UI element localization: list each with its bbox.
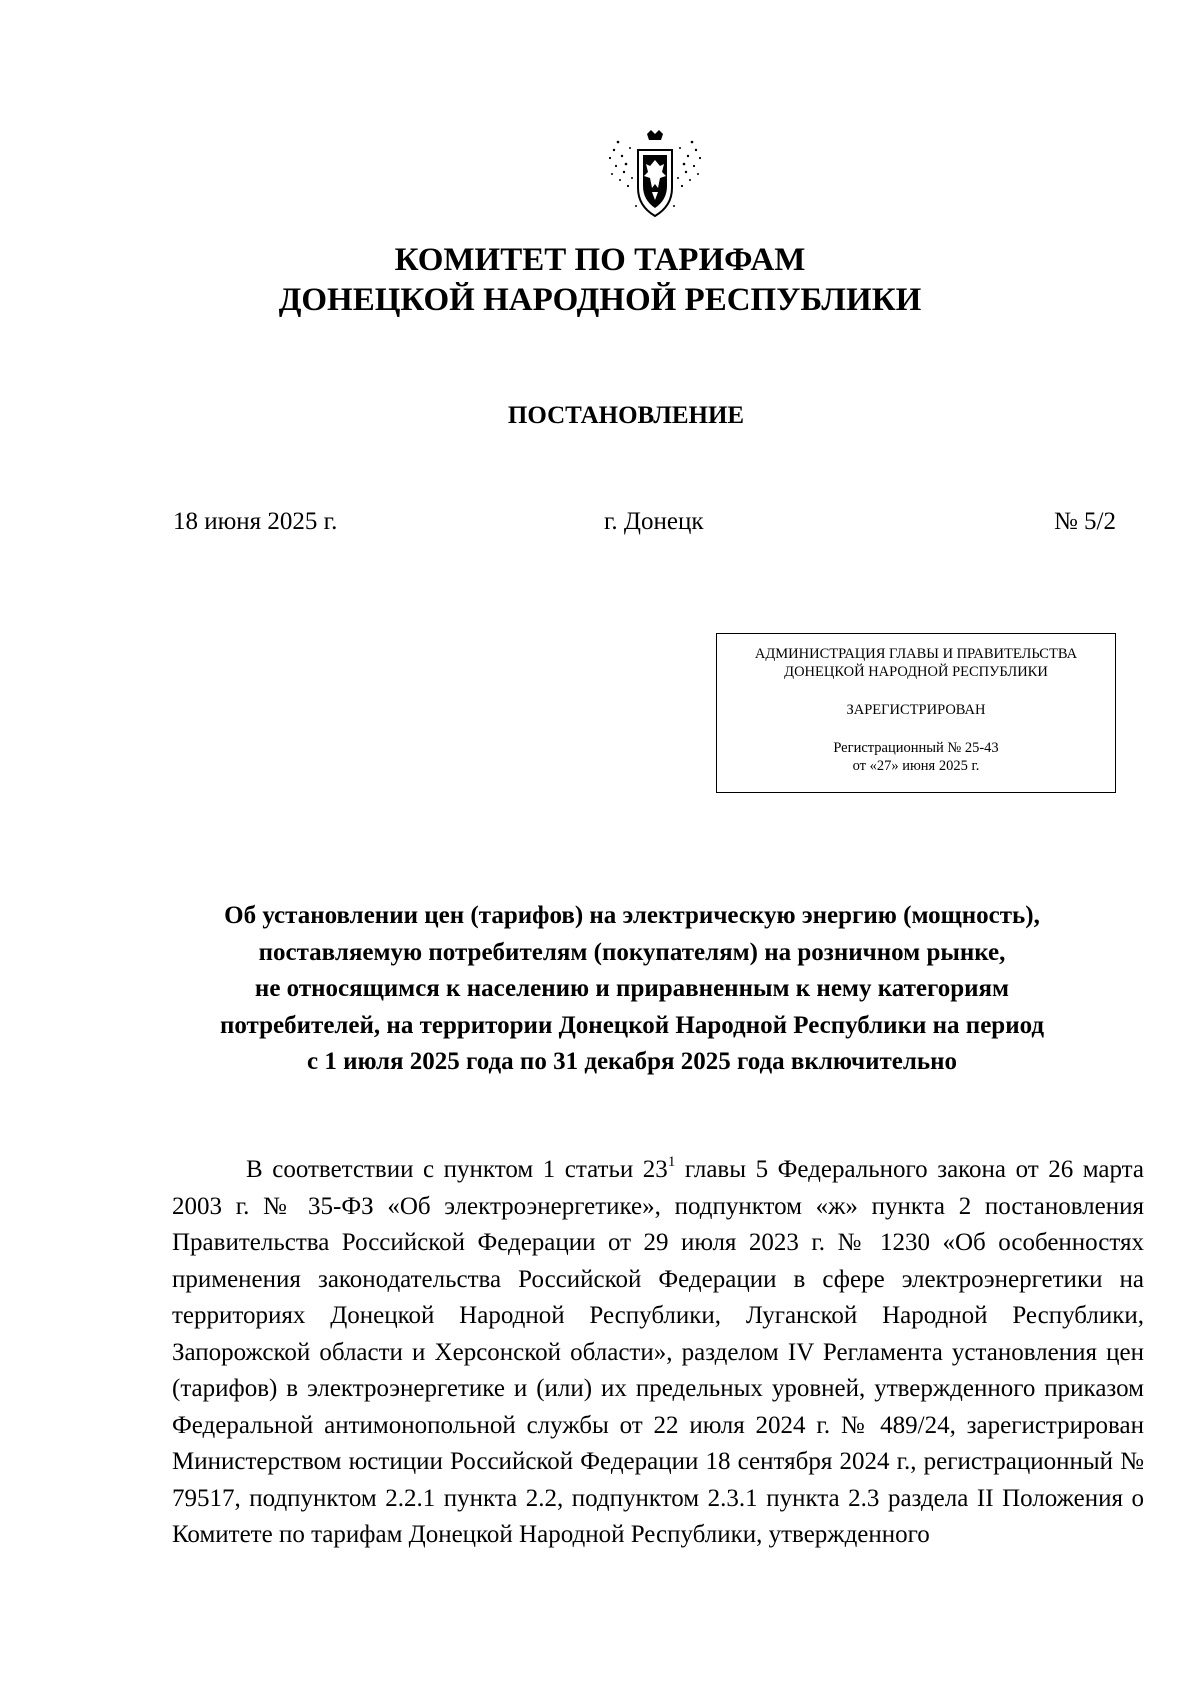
committee-name [0, 240, 1200, 320]
document-number: № 5/2 [1053, 508, 1116, 535]
registration-stamp [716, 633, 1116, 793]
document-date: 18 июня 2025 г. [173, 508, 338, 535]
committee-name-line1: КОМИТЕТ ПО ТАРИФАМ [394, 242, 806, 278]
article-superscript: 1 [667, 1153, 676, 1170]
subject-line1: Об установлении цен (тарифов) на электрическую энергию (мощность), [224, 902, 1040, 929]
body-text-start: В соответствии с пунктом 1 статьи 23 [246, 1156, 668, 1183]
subject-line5: с 1 июля 2025 года по 31 декабря 2025 года включительно [306, 1048, 958, 1075]
resolution-subject [150, 898, 1114, 1081]
body-paragraph [172, 1152, 1144, 1554]
document-type: ПОСТАНОВЛЕНИЕ [507, 402, 745, 429]
committee-name-line2: ДОНЕЦКОЙ НАРОДНОЙ РЕСПУБЛИКИ [278, 282, 922, 318]
stamp-org-line2: ДОНЕЦКОЙ НАРОДНОЙ РЕСПУБЛИКИ [784, 664, 1048, 680]
stamp-status: ЗАРЕГИСТРИРОВАН [846, 702, 986, 718]
coat-of-arms-icon [600, 128, 710, 224]
stamp-reg-number: Регистрационный № 25-43 [833, 740, 999, 756]
stamp-reg-date: от «27» июня 2025 г. [852, 758, 980, 774]
subject-line2: поставляемую потребителям (покупателям) на розничном рынке, [258, 938, 1006, 966]
body-text-rest: главы 5 Федерального закона от 26 марта 2003 г. № 35-ФЗ «Об электроэнергетике», подпунктом «ж» пункта 2 постановления Правительства Российской Федерации от 29 июля 2023 г. № 1230 «Об особенностях применения законодательства Российской Федерации в сфере электроэнергетики на территориях Донецкой Народной Республики, Луганской Народной Республики, Запорожской области и Херсонской области», разделом IV Регламента установления цен (тарифов) в электроэнергетике и (или) их предельных уровней, утвержденного приказом Федеральной антимонопольной службы от 22 июля 2024 г. № 489/24, зарегистрирован Министерством юстиции Российской Федерации 18 сентября 2024 г., регистрационный № 79517, подпунктом 2.2.1 пункта 2.2, подпунктом 2.3.1 пункта 2.3 раздела II Положения о Комитете по тарифам Донецкой Народной Республики, утвержденного [172, 1156, 1144, 1548]
subject-line4: потребителей, на территории Донецкой Народной Республики на период [219, 1011, 1045, 1039]
subject-line3: не относящимся к населению и приравненным к нему категориям [254, 975, 1010, 1002]
stamp-org-line1: АДМИНИСТРАЦИЯ ГЛАВЫ И ПРАВИТЕЛЬСТВА [754, 646, 1078, 662]
document-city: г. Донецк [604, 508, 704, 535]
